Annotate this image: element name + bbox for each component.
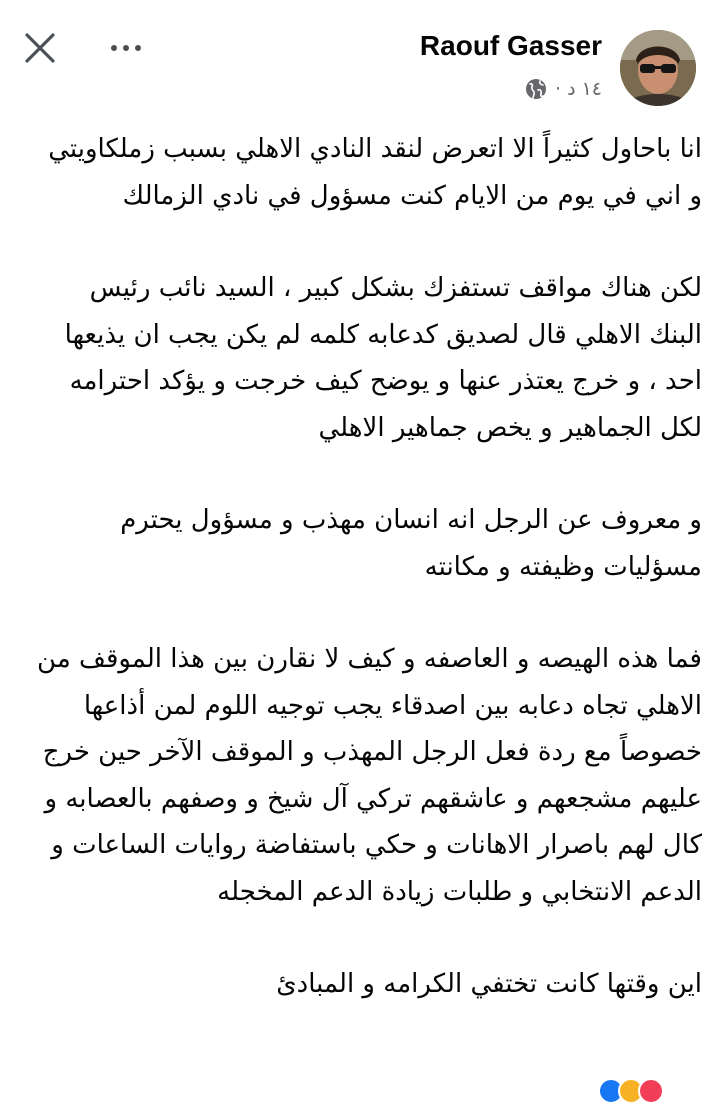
more-options-button[interactable] — [100, 30, 152, 66]
meta-separator: · — [555, 78, 562, 100]
post-header — [0, 0, 720, 120]
love-reaction-icon[interactable] — [638, 1078, 664, 1104]
post-body — [36, 126, 702, 1008]
post-meta — [525, 78, 602, 100]
close-icon[interactable] — [23, 31, 57, 65]
post-paragraph: اين وقتها كانت تختفي الكرامه و المبادئ — [276, 969, 702, 999]
more-horizontal-icon[interactable] — [111, 45, 117, 51]
post-paragraph: فما هذه الهيصه و العاصفه و كيف لا نقارن بين هذا الموقف من الاهلي تجاه دعابه بين اصدقاء يجب توجيه اللوم لمن أذاعها خصوصاً مع ردة فعل الرجل المهذب و الموقف الآخر حين خرج عليهم مشجعهم و عاشقهم تركي آل شيخ و وصفهم بالعصابه و كال لهم باصرار الاهانات و حكي باستفاضة روايات الساعات و الدعم الانتخابي و طلبات زيادة الدعم المخجله — [37, 644, 702, 907]
post-time[interactable]: ١٤ د — [567, 78, 602, 100]
more-horizontal-icon[interactable] — [123, 45, 129, 51]
author-avatar[interactable] — [620, 30, 696, 106]
post-paragraph: انا باحاول كثيراً الا اتعرض لنقد النادي الاهلي بسبب زملكاويتي و اني في يوم من الايام كنت مسؤول في نادي الزمالك — [48, 134, 702, 211]
author-name[interactable]: Raouf Gasser — [419, 30, 602, 61]
reaction-summary[interactable] — [604, 1078, 664, 1104]
globe-icon[interactable] — [525, 78, 547, 100]
close-button[interactable] — [18, 26, 62, 70]
post-paragraph: لكن هناك مواقف تستفزك بشكل كبير ، السيد نائب رئيس البنك الاهلي قال لصديق كدعابه كلمه لم يكن يجب ان يذيعها احد ، و خرج يعتذر عنها و يوضح كيف خرجت و يؤكد احترامه لكل الجماهير و يخص جماهير الاهلي — [64, 273, 702, 443]
post-paragraph: و معروف عن الرجل انه انسان مهذب و مسؤول يحترم مسؤليات وظيفته و مكانته — [120, 505, 702, 582]
more-horizontal-icon[interactable] — [135, 45, 141, 51]
